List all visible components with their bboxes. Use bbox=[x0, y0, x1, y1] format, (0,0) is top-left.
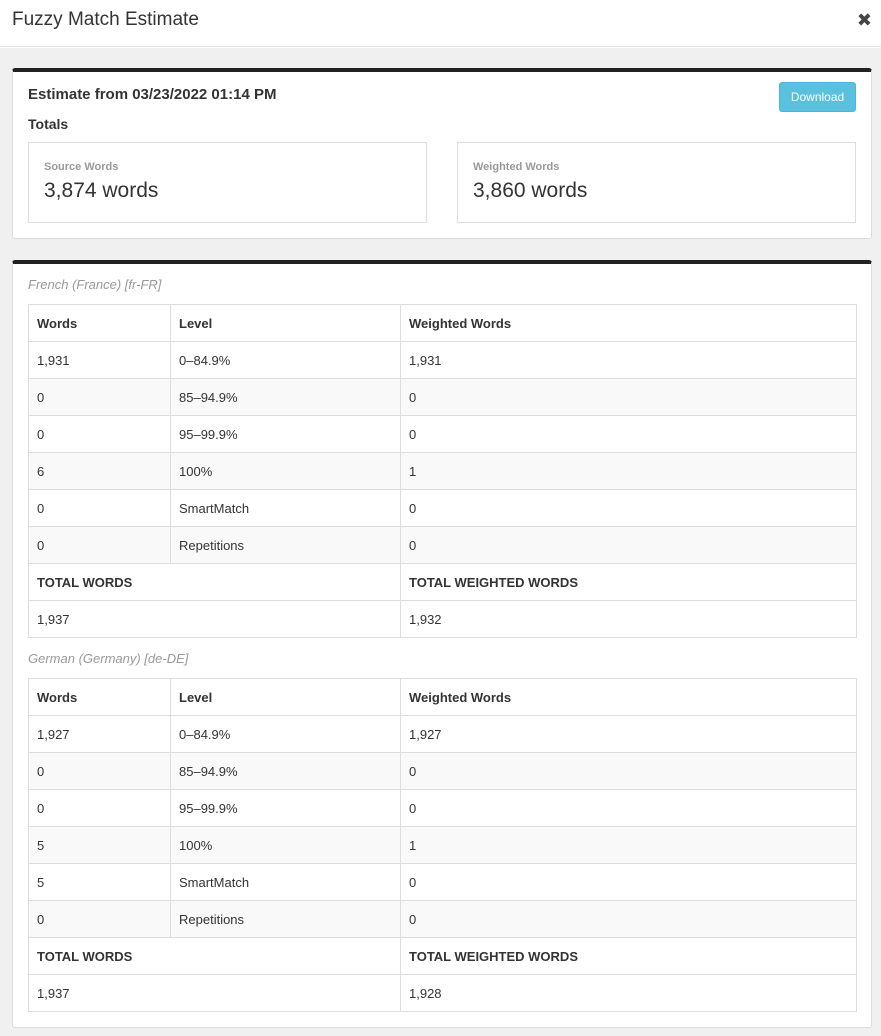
cell-words: 0 bbox=[29, 753, 171, 790]
total-weighted-value: 1,928 bbox=[401, 975, 857, 1012]
modal-title: Fuzzy Match Estimate bbox=[12, 9, 199, 30]
table-row bbox=[29, 527, 857, 564]
cell-words: 0 bbox=[29, 490, 171, 527]
download-button[interactable]: Download bbox=[779, 82, 856, 112]
cell-level: 0–84.9% bbox=[171, 342, 401, 379]
cell-level: 95–99.9% bbox=[171, 790, 401, 827]
language-table-de bbox=[28, 678, 857, 1012]
close-icon[interactable]: ✖ bbox=[856, 10, 872, 30]
cell-level: 95–99.9% bbox=[171, 416, 401, 453]
table-row bbox=[29, 416, 857, 453]
table-row bbox=[29, 753, 857, 790]
total-words-label: TOTAL WORDS bbox=[29, 564, 401, 601]
header-level: Level bbox=[171, 679, 401, 716]
cell-weighted: 0 bbox=[401, 753, 857, 790]
cell-weighted: 0 bbox=[401, 527, 857, 564]
cell-words: 1,927 bbox=[29, 716, 171, 753]
cell-words: 0 bbox=[29, 790, 171, 827]
cell-weighted: 1,931 bbox=[401, 342, 857, 379]
total-weighted-value: 1,932 bbox=[401, 601, 857, 638]
source-words-box bbox=[28, 142, 427, 223]
table-row bbox=[29, 490, 857, 527]
totals-value-row bbox=[29, 975, 857, 1012]
weighted-words-value: 3,860 words bbox=[473, 179, 588, 202]
source-words-label: Source Words bbox=[44, 161, 119, 173]
modal-header bbox=[0, 0, 881, 47]
cell-weighted: 1 bbox=[401, 453, 857, 490]
table-row bbox=[29, 342, 857, 379]
cell-weighted: 1,927 bbox=[401, 716, 857, 753]
table-row bbox=[29, 453, 857, 490]
table-header-row bbox=[29, 305, 857, 342]
cell-words: 0 bbox=[29, 527, 171, 564]
total-words-value: 1,937 bbox=[29, 975, 401, 1012]
table-row bbox=[29, 864, 857, 901]
cell-words: 6 bbox=[29, 453, 171, 490]
totals-value-row bbox=[29, 601, 857, 638]
table-row bbox=[29, 901, 857, 938]
cell-level: 0–84.9% bbox=[171, 716, 401, 753]
cell-weighted: 0 bbox=[401, 490, 857, 527]
cell-words: 1,931 bbox=[29, 342, 171, 379]
header-weighted-words: Weighted Words bbox=[401, 305, 857, 342]
totals-header-row bbox=[29, 938, 857, 975]
cell-level: 85–94.9% bbox=[171, 379, 401, 416]
cell-level: 100% bbox=[171, 453, 401, 490]
weighted-words-label: Weighted Words bbox=[473, 161, 560, 173]
language-title-de: German (Germany) [de-DE] bbox=[28, 651, 189, 666]
cell-weighted: 0 bbox=[401, 901, 857, 938]
header-words: Words bbox=[29, 679, 171, 716]
cell-level: SmartMatch bbox=[171, 864, 401, 901]
summary-panel bbox=[12, 68, 872, 239]
header-words: Words bbox=[29, 305, 171, 342]
cell-weighted: 0 bbox=[401, 416, 857, 453]
totals-header-row bbox=[29, 564, 857, 601]
total-weighted-label: TOTAL WEIGHTED WORDS bbox=[401, 938, 857, 975]
cell-words: 0 bbox=[29, 901, 171, 938]
cell-level: SmartMatch bbox=[171, 490, 401, 527]
totals-label: Totals bbox=[28, 116, 69, 132]
source-words-value: 3,874 words bbox=[44, 179, 159, 202]
weighted-words-box bbox=[457, 142, 856, 223]
table-row bbox=[29, 716, 857, 753]
language-title-fr: French (France) [fr-FR] bbox=[28, 277, 162, 292]
cell-level: 85–94.9% bbox=[171, 753, 401, 790]
total-words-value: 1,937 bbox=[29, 601, 401, 638]
cell-words: 0 bbox=[29, 379, 171, 416]
cell-words: 5 bbox=[29, 827, 171, 864]
cell-level: Repetitions bbox=[171, 901, 401, 938]
cell-words: 5 bbox=[29, 864, 171, 901]
cell-level: 100% bbox=[171, 827, 401, 864]
cell-words: 0 bbox=[29, 416, 171, 453]
table-header-row bbox=[29, 679, 857, 716]
table-row bbox=[29, 379, 857, 416]
details-panel bbox=[12, 260, 872, 1028]
table-row bbox=[29, 790, 857, 827]
header-weighted-words: Weighted Words bbox=[401, 679, 857, 716]
cell-weighted: 0 bbox=[401, 379, 857, 416]
total-weighted-label: TOTAL WEIGHTED WORDS bbox=[401, 564, 857, 601]
estimate-title: Estimate from 03/23/2022 01:14 PM bbox=[28, 86, 277, 103]
table-row bbox=[29, 827, 857, 864]
cell-weighted: 0 bbox=[401, 864, 857, 901]
cell-level: Repetitions bbox=[171, 527, 401, 564]
cell-weighted: 0 bbox=[401, 790, 857, 827]
cell-weighted: 1 bbox=[401, 827, 857, 864]
modal-body bbox=[0, 48, 881, 1036]
total-words-label: TOTAL WORDS bbox=[29, 938, 401, 975]
header-level: Level bbox=[171, 305, 401, 342]
language-table-fr bbox=[28, 304, 857, 638]
